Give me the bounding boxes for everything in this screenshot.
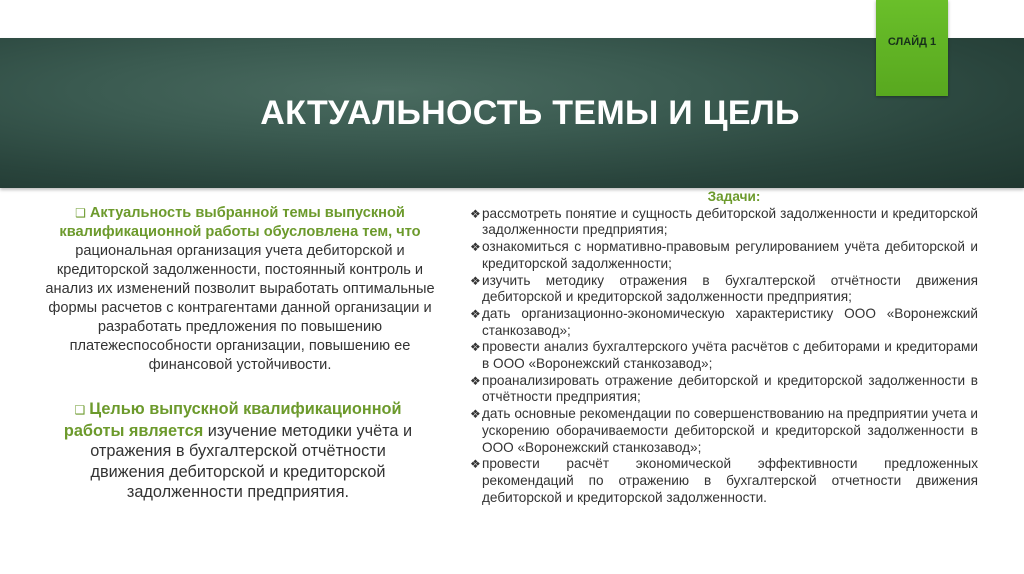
relevance-body: рациональная организация учета дебиторской и кредиторской задолженности, постоянный контроль и анализ их изменений позволит выработать оптимальные формы расчетов с контрагентами данной организации и разработать предложения по повышению платежеспособности организации, повышению ее финансовой устойчивости. <box>45 243 435 373</box>
diamond-bullet-icon: ❖ <box>470 407 481 422</box>
slide-number-badge <box>876 0 948 96</box>
task-item: ❖ дать организационно-экономическую характеристику ООО «Воронежский станкозавод»; <box>470 305 978 338</box>
diamond-bullet-icon: ❖ <box>470 340 481 355</box>
slide-number-label: СЛАЙД 1 <box>887 36 937 48</box>
diamond-bullet-icon: ❖ <box>470 240 481 255</box>
goal-lead: Целью выпускной квалификационной работы является <box>63 400 402 440</box>
slide-title: АКТУАЛЬНОСТЬ ТЕМЫ И ЦЕЛЬ <box>260 93 800 132</box>
task-item: ❖ рассмотреть понятие и сущность дебиторской задолженности и кредиторской задолженности предприятия; <box>470 205 978 238</box>
task-item: ❖ ознакомиться с нормативно-правовым регулированием учёта дебиторской и кредиторской задолженности; <box>470 239 978 271</box>
diamond-bullet-icon: ❖ <box>470 373 481 388</box>
task-item: ❖ дать основные рекомендации по совершенствованию на предприятии учета и ускорению оборачиваемости дебиторской и кредиторской задолженности в ООО «Воронежский станкозавод»; <box>470 406 978 455</box>
tasks-column <box>470 189 978 506</box>
checkbox-bullet-icon: ❑ <box>75 206 86 220</box>
task-item: ❖ изучить методику отражения в бухгалтерской отчётности движения дебиторской и кредиторской задолженности предприятия; <box>470 272 978 305</box>
diamond-bullet-icon: ❖ <box>470 306 481 321</box>
goal-body: изучение методики учёта и отражения в бухгалтерской отчётности движения дебиторской и кредиторской задолженности предприятия. <box>90 421 413 501</box>
left-column <box>40 204 440 503</box>
relevance-paragraph <box>40 204 440 375</box>
task-item: ❖ провести расчёт экономической эффективности предложенных рекомендаций по отражению в бухгалтерской отчетности движения дебиторской и кредиторской задолженности. <box>470 456 978 505</box>
diamond-bullet-icon: ❖ <box>470 457 481 472</box>
diamond-bullet-icon: ❖ <box>470 206 481 221</box>
diamond-bullet-icon: ❖ <box>470 273 481 288</box>
task-item: ❖ проанализировать отражение дебиторской и кредиторской задолженности в отчётности предприятия; <box>470 372 978 405</box>
tasks-title: Задачи: <box>707 189 761 204</box>
relevance-lead: Актуальность выбранной темы выпускной квалификационной работы обусловлена тем, что <box>59 205 421 240</box>
goal-paragraph <box>40 399 440 503</box>
task-item: ❖ провести анализ бухгалтерского учёта расчётов с дебиторами и кредиторами в ООО «Воронежский станкозавод»; <box>470 339 978 372</box>
checkbox-bullet-icon: ❑ <box>74 403 86 417</box>
